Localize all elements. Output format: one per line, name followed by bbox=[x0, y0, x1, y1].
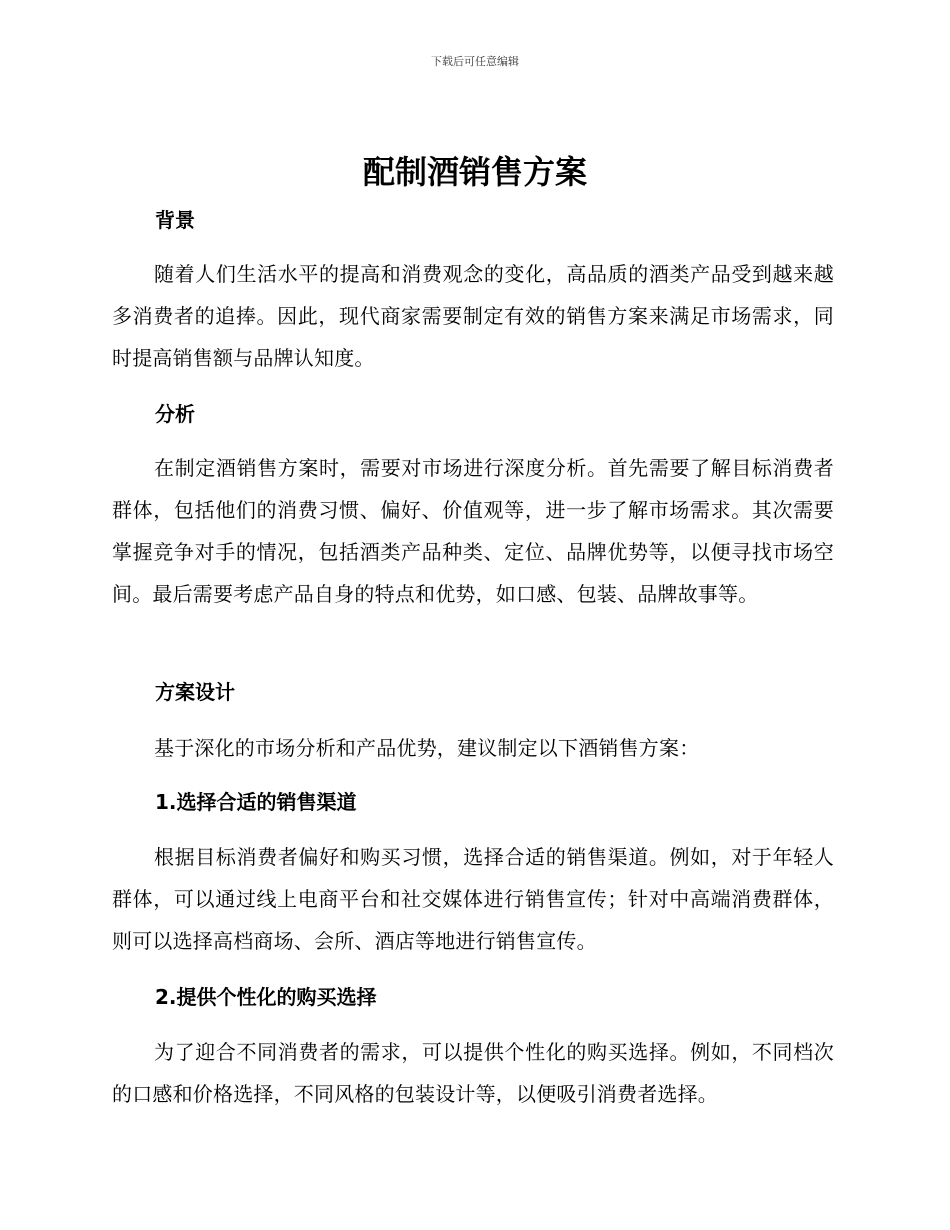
paragraph-design-intro: 基于深化的市场分析和产品优势，建议制定以下酒销售方案： bbox=[154, 736, 700, 760]
paragraph-sales-channel: 根据目标消费者偏好和购买习惯，选择合适的销售渠道。例如，对于年轻人群体，可以通过线上电商平台和社交媒体进行销售宣传；针对中高端消费群体，则可以选择高档商场、会所、酒店等地进行销售宣传。 bbox=[112, 845, 834, 953]
section-heading-design: 方案设计 bbox=[155, 680, 235, 704]
section-heading-analysis: 分析 bbox=[155, 402, 195, 426]
paragraph-background: 随着人们生活水平的提高和消费观念的变化，高品质的酒类产品受到越来越多消费者的追捧。因此，现代商家需要制定有效的销售方案来满足市场需求，同时提高销售额与品牌认知度。 bbox=[112, 262, 834, 370]
document-title: 配制酒销售方案 bbox=[362, 153, 587, 191]
paragraph-analysis: 在制定酒销售方案时，需要对市场进行深度分析。首先需要了解目标消费者群体，包括他们的消费习惯、偏好、价值观等，进一步了解市场需求。其次需要掌握竞争对手的情况，包括酒类产品种类、定位、品牌优势等，以便寻找市场空间。最后需要考虑产品自身的特点和优势，如口感、包装、品牌故事等。 bbox=[112, 456, 834, 606]
paragraph-personalized-options: 为了迎合不同消费者的需求，可以提供个性化的购买选择。例如，不同档次的口感和价格选择，不同风格的包装设计等，以便吸引消费者选择。 bbox=[112, 1040, 834, 1106]
subheading-personalized-options: 2.提供个性化的购买选择 bbox=[155, 985, 377, 1009]
section-heading-background: 背景 bbox=[155, 208, 195, 232]
header-note: 下载后可任意编辑 bbox=[431, 55, 519, 68]
subheading-sales-channel: 1.选择合适的销售渠道 bbox=[155, 790, 357, 814]
